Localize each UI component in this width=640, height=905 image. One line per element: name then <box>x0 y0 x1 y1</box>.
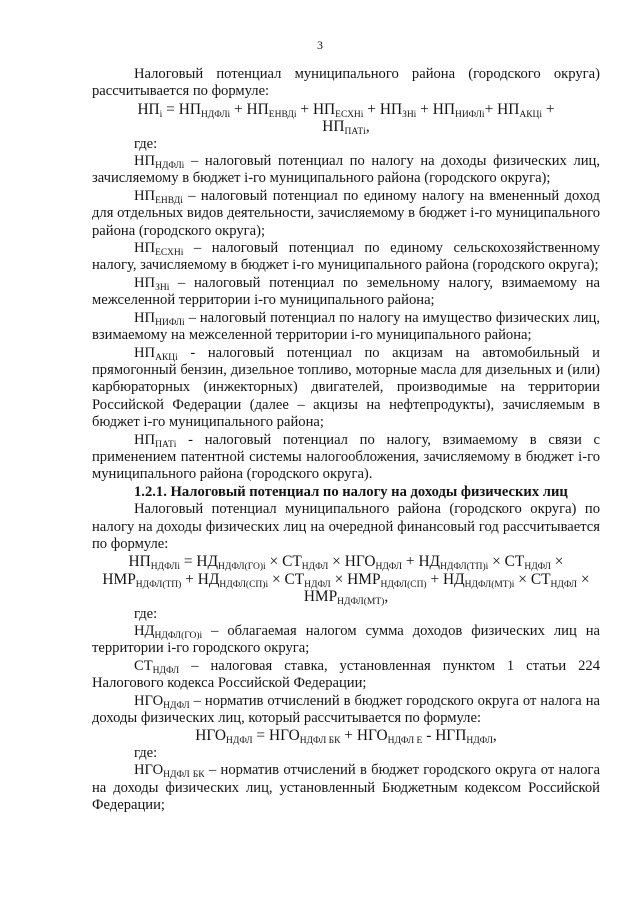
where-label: где: <box>134 744 158 761</box>
definition-ngo-ndfl: $НГО_{НДФЛ}$ – норматив отчислений в бюджет городского округа от налога на доходы физических лиц, который рассчитывается по формуле: <box>92 692 600 727</box>
formula-ngo: $НГО_{НДФЛ} = НГО_{НДФЛ БК} + НГО_{НДФЛ Е} - НГП_{НДФЛ}$, <box>195 727 497 747</box>
paragraph-intro: Налоговый потенциал муниципального района (городского округа) рассчитывается по формуле: <box>92 66 600 100</box>
definition-akc: $НП_{АКЦi}$ - налоговый потенциал по акцизам на автомобильный и прямогонный бензин, дизельное топливо, моторные масла для дизельных и (или) карбюраторных (инжекторных) двигателей, производимые на территории Российской Федерации (далее – акцизы на нефтепродукты), зачисляемым в бюджет i-го муниципального района; <box>92 344 600 431</box>
where-label: где: <box>134 605 158 622</box>
definition-zn: $НП_{ЗНi}$ – налоговый потенциал по земельному налогу, взимаемому на межселенной территории i-го муниципального района; <box>92 274 600 309</box>
where-label: где: <box>134 135 158 152</box>
definition-ndfl: $НП_{НДФЛi}$ – налоговый потенциал по налогу на доходы физических лиц, зачисляемому в бюджет i-го муниципального района (городского округа); <box>92 153 600 187</box>
definition-ngo-ndfl-bk: $НГО_{НДФЛ БК}$ – норматив отчислений в бюджет городского округа от налога на доходы физических лиц, установленный Бюджетным кодексом Российской Федерации; <box>92 762 600 814</box>
formula-ndfl: $НП_{НДФЛi} = НД_{НДФЛ(ГО)i} \times СТ_{НДФЛ} \times НГО_{НДФЛ} + НД_{НДФЛ(ТП)i} \times СТ_{НДФЛ}$ × $НМР_{НДФЛ(ТП)} + НД_{НДФЛ(СП)i} \times СТ_{НДФЛ} \times НМР_{НДФЛ(СП)} + НД_{НДФЛ(МТ)i} \times СТ_{НДФЛ}$ × $НМР_{НДФЛ(МТ)}$, <box>102 553 590 608</box>
definition-pat: $НП_{ПАТi}$ - налоговый потенциал по налогу, взимаемому в связи с применением патентной системы налогообложения, зачисляемому в бюджет i-го муниципального района (городского округа). <box>92 431 600 483</box>
section-heading: 1.2.1. Налоговый потенциал по налогу на доходы физических лиц <box>134 483 568 500</box>
paragraph-ndfl-intro: Налоговый потенциал муниципального района (городского округа) по налогу на доходы физических лиц на очередной финансовый год рассчитывается по формуле: <box>92 501 600 552</box>
definition-nifl: $НП_{НИФЛi}$ – налоговый потенциал по налогу на имущество физических лиц, взимаемому на межселенной территории i-го муниципального района; <box>92 309 600 344</box>
definition-nd-ndfl-go: $НД_{НДФЛ(ГО)i}$ – облагаемая налогом сумма доходов физических лиц на территории i-го городского округа; <box>92 623 600 657</box>
definition-envd: $НП_{ЕНВДi}$ – налоговый потенциал по единому налогу на вмененный доход для отдельных видов деятельности, зачисляемому в бюджет i-го муниципального района (городского округа); <box>92 187 600 239</box>
definition-eshn: $НП_{ЕСХНi}$ – налоговый потенциал по единому сельскохозяйственному налогу, зачисляемому в бюджет i-го муниципального района (городского округа); <box>92 240 600 274</box>
document-body <box>92 66 600 814</box>
formula-tax-potential: $НП_i = НП_{НДФЛi} + НП_{ЕНВДi} + НП_{ЕСХНi} + НП_{ЗНi} + НП_{НИФЛi}+ НП_{АКЦi}$ + $НП_{ПАТi}$, <box>137 100 555 138</box>
page-number: 3 <box>317 38 323 52</box>
definition-st-ndfl: $СТ_{НДФЛ}$ – налоговая ставка, установленная пунктом 1 статьи 224 Налогового кодекса Российской Федерации; <box>92 657 600 692</box>
